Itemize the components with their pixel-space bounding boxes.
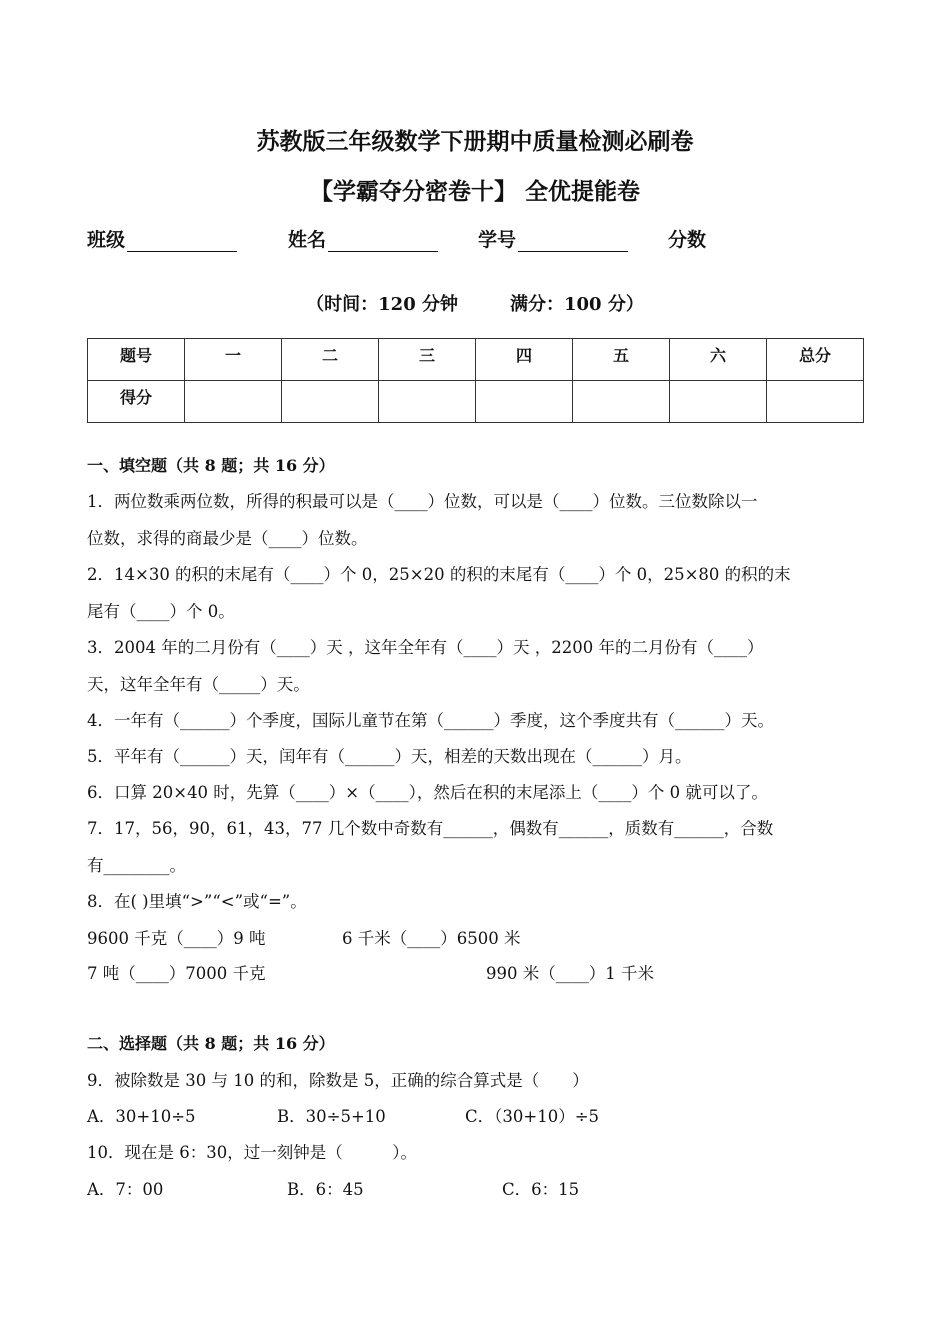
exam-title: 苏教版三年级数学下册期中质量检测必刷卷 bbox=[256, 128, 694, 155]
score-table-header: 五 bbox=[573, 339, 670, 381]
class-field[interactable] bbox=[87, 225, 237, 252]
student-id-blank[interactable] bbox=[518, 231, 628, 252]
question-line: 8．在( )里填“>”“<”或“=”。 bbox=[87, 892, 307, 911]
option-a: A．7：00 bbox=[87, 1180, 164, 1199]
score-cell[interactable] bbox=[379, 381, 476, 423]
question-line: 5．平年有（______）天，闰年有（______）天，相差的天数出现在（______）月。 bbox=[87, 747, 692, 766]
name-blank[interactable] bbox=[328, 231, 438, 252]
question-line: 2．14×30 的积的末尾有（____）个 0，25×20 的积的末尾有（____）个 0，25×80 的积的末 bbox=[87, 565, 791, 584]
name-field[interactable] bbox=[288, 225, 438, 252]
question-line: 7．17，56，90，61，43，77 几个数中奇数有______，偶数有______，质数有______，合数 bbox=[87, 819, 774, 838]
option-b: B．30÷5+10 bbox=[277, 1107, 386, 1126]
score-row-label: 得分 bbox=[88, 381, 185, 423]
score-field-label: 分数 bbox=[668, 229, 707, 251]
student-id-label: 学号 bbox=[478, 229, 517, 251]
question-line: 3．2004 年的二月份有（____）天 ，这年全年有（____）天 ，2200 年的二月份有（____） bbox=[87, 638, 764, 657]
option-a: A．30+10÷5 bbox=[87, 1107, 196, 1126]
score-table-header-row bbox=[88, 339, 864, 381]
score-table-header: 一 bbox=[185, 339, 282, 381]
compare-item: 990 米（____）1 千米 bbox=[486, 964, 654, 983]
score-cell[interactable] bbox=[670, 381, 767, 423]
name-label: 姓名 bbox=[288, 229, 327, 251]
option-c: C．（30+10）÷5 bbox=[465, 1107, 600, 1126]
score-cell[interactable] bbox=[767, 381, 864, 423]
class-label: 班级 bbox=[87, 229, 126, 251]
score-cell[interactable] bbox=[573, 381, 670, 423]
full-score: 满分：100 分） bbox=[510, 294, 644, 315]
compare-item: 9600 千克（____）9 吨 bbox=[87, 929, 266, 948]
student-id-field[interactable] bbox=[478, 225, 628, 252]
option-c: C．6：15 bbox=[502, 1180, 580, 1199]
score-table-score-row bbox=[88, 381, 864, 423]
score-cell[interactable] bbox=[185, 381, 282, 423]
score-table-header: 题号 bbox=[88, 339, 185, 381]
section1-heading: 一、填空题（共 8 题；共 16 分） bbox=[87, 456, 335, 475]
question-line: 天，这年全年有（_____）天。 bbox=[87, 675, 310, 694]
score-table-header: 四 bbox=[476, 339, 573, 381]
score-table-header: 六 bbox=[670, 339, 767, 381]
question-10: 10．现在是 6：30，过一刻钟是（ ）。 bbox=[87, 1143, 417, 1162]
time-limit: （时间：120 分钟 bbox=[306, 294, 458, 315]
score-cell[interactable] bbox=[476, 381, 573, 423]
time-info bbox=[0, 290, 950, 316]
question-line: 6．口算 20×40 时，先算（____）×（____），然后在积的末尾添上（____）个 0 就可以了。 bbox=[87, 783, 768, 802]
compare-item: 6 千米（____）6500 米 bbox=[342, 929, 521, 948]
section2-heading: 二、选择题（共 8 题；共 16 分） bbox=[87, 1034, 335, 1053]
score-cell[interactable] bbox=[282, 381, 379, 423]
score-table-header: 二 bbox=[282, 339, 379, 381]
question-line: 位数，求得的商最少是（____）位数。 bbox=[87, 529, 368, 548]
score-table-header: 总分 bbox=[767, 339, 864, 381]
class-blank[interactable] bbox=[127, 231, 237, 252]
question-line: 有________。 bbox=[87, 856, 186, 875]
score-table-header: 三 bbox=[379, 339, 476, 381]
question-line: 尾有（____）个 0。 bbox=[87, 602, 235, 621]
question-line: 4．一年有（______）个季度，国际儿童节在第（______）季度，这个季度共有（______）天。 bbox=[87, 711, 774, 730]
question-9: 9．被除数是 30 与 10 的和，除数是 5，正确的综合算式是（ ） bbox=[87, 1071, 589, 1090]
score-table bbox=[87, 338, 864, 423]
question-line: 1．两位数乘两位数，所得的积最可以是（____）位数，可以是（____）位数。三位数除以一 bbox=[87, 492, 758, 511]
compare-item: 7 吨（____）7000 千克 bbox=[87, 964, 266, 983]
option-b: B．6：45 bbox=[287, 1180, 364, 1199]
exam-subtitle: 【学霸夺分密卷十】 全优提能卷 bbox=[309, 178, 640, 205]
